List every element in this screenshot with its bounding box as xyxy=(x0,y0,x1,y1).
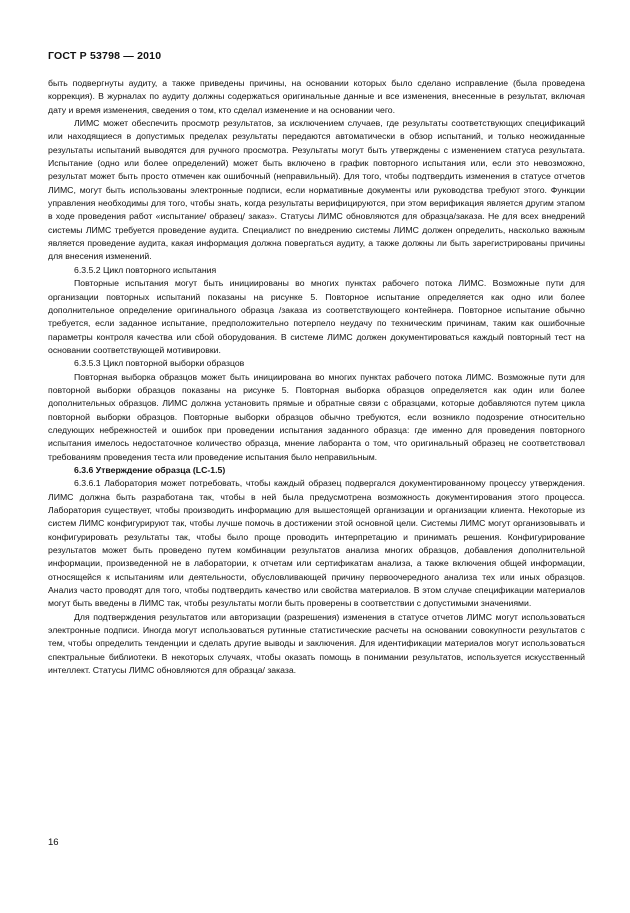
page-number: 16 xyxy=(48,837,59,848)
paragraph-retest: Повторные испытания могут быть инициированы во многих пунктах рабочего потока ЛИМС. Возможные пути для организации повторных испытаний показаны на рисунке 5. Повторное испытание определяется как одно или более дополнительное определение оригинального образца /заказа из соответствующего контейнера. Повторное испытание обычно требуется, если заданное испытание, предположительно потерпело неудачу по техническим причинам, таким как ошибочные параметры контроля качества или сбой оборудования. В системе ЛИМС должен документироваться каждый повторный тест на основании соответствующей мотивировки. xyxy=(48,278,585,355)
subsection-heading-retest: 6.3.5.2 Цикл повторного испытания xyxy=(74,264,217,275)
paragraph-resample: Повторная выборка образцов может быть инициирована во многих пунктах рабочего потока ЛИМС. Возможные пути для повторной выборки образцов показаны на рисунке 5. Повторная выборка образцов определяется как один или более дополнительных образцов. ЛИМС должна установить прямые и обратные связи с образцами, которые добавляются путем цикла повторной выборки образцов. Повторные выборки образцов обычно требуются, если возникло подозрение относительно следующих небрежностей и ошибок при проведении испытания заданного образца: где именно для проведения повторного испытания имелось недостаточное количество образца, мнение лаборанта о том, что оригинальный образец не соответствовал требованиям проведения теста или проведение испытания было неправильным. xyxy=(48,371,585,462)
paragraph-lims-review: ЛИМС может обеспечить просмотр результатов, за исключением случаев, где результаты соответствующих спецификаций или находящиеся в допустимых пределах результаты передаются автоматически в обзор испытаний, и только неожиданные результаты испытаний выводятся для ручного просмотра. Результаты могут быть утверждены с изменением статуса результата. Испытание (одно или более определений) может быть включено в график повторного испытания или, если это невозможно, результат может быть просто отмечен как ошибочный (неправильный). Для того, чтобы подтвердить изменения в статусе отчетов ЛИМС, могут быть использованы электронные подписи, если нормативные документы или руководства требуют этого. Функции управления необходимы для того, чтобы знать, когда результаты верифицируются, при этом верификация является другим этапом в ходе проведения работ «испытание/ образец/ заказ». Статусы ЛИМС обновляются для образца/заказа. Не для всех внедрений системы ЛИМС требуется проведение аудита. Специалист по внедрению системы ЛИМС должен определить, насколько важным является проведение аудита, какая информация должна повергаться аудиту, а также должны ли быть зарегистрированы причины для внесения изменений. xyxy=(48,118,585,262)
paragraph-electronic-signatures: Для подтверждения результатов или авторизации (разрешения) изменения в статусе отчетов ЛИМС могут использоваться электронные подписи. Иногда могут использоваться рутинные статистические расчеты на основании совокупности результатов с тем, чтобы определить тенденции и сделать другие выводы и заключения. Для идентификации материалов могут использоваться спектральные библиотеки. В некоторых случаях, чтобы оказать помощь в понимании результатов, используется искусственный интеллект. Статусы ЛИМС обновляются для образца/ заказа. xyxy=(48,611,585,676)
paragraph-sample-approval: 6.3.6.1 Лаборатория может потребовать, чтобы каждый образец подвергался документированному процессу утверждения. ЛИМС должна быть разработана так, чтобы в ней была предусмотрена возможность документирования этого процесса. Лаборатория существует, чтобы производить информацию для вышестоящей организации и организации клиента. Некоторые из систем ЛИМС конфигурируют так, чтобы лучше помочь в достижении этой основной цели. Системы ЛИМС могут организовывать и конфигурировать результаты так, чтобы было проще проводить интерпретацию и принимать решения. Конфигурирование результатов может быть проведено путем комбинации результатов анализа многих образцов, добавления дополнительной информации, произведенной не в лаборатории, к отчетам или сертификатам анализа, а также включения общей информации, относящейся к испытаниям или деятельности, обусловливающей причину первоочередного анализа тех или иных образцов. Анализ часто проводят для того, чтобы подтвердить качество или свойства материалов. В этом случае спецификации материалов могут быть введены в ЛИМС так, чтобы результаты могли быть проверены в соответствии с допустимыми значениями. xyxy=(48,478,585,609)
subsection-heading-resample: 6.3.5.3 Цикл повторной выборки образцов xyxy=(74,358,245,369)
document-body xyxy=(48,77,585,677)
standard-header: ГОСТ Р 53798 — 2010 xyxy=(48,50,162,62)
paragraph-audit-continuation: быть подвергнуты аудиту, а также приведены причины, на основании которых было сделано исправление (была проведена коррекция). В журналах по аудиту должны содержаться оригинальные данные и все изменения, внесенные в результат, включая дату и время изменения, сведения о том, кто сделал изменение и на основании чего. xyxy=(48,78,585,115)
section-heading-sample-approval: 6.3.6 Утверждение образца (LC-1.5) xyxy=(74,464,226,475)
